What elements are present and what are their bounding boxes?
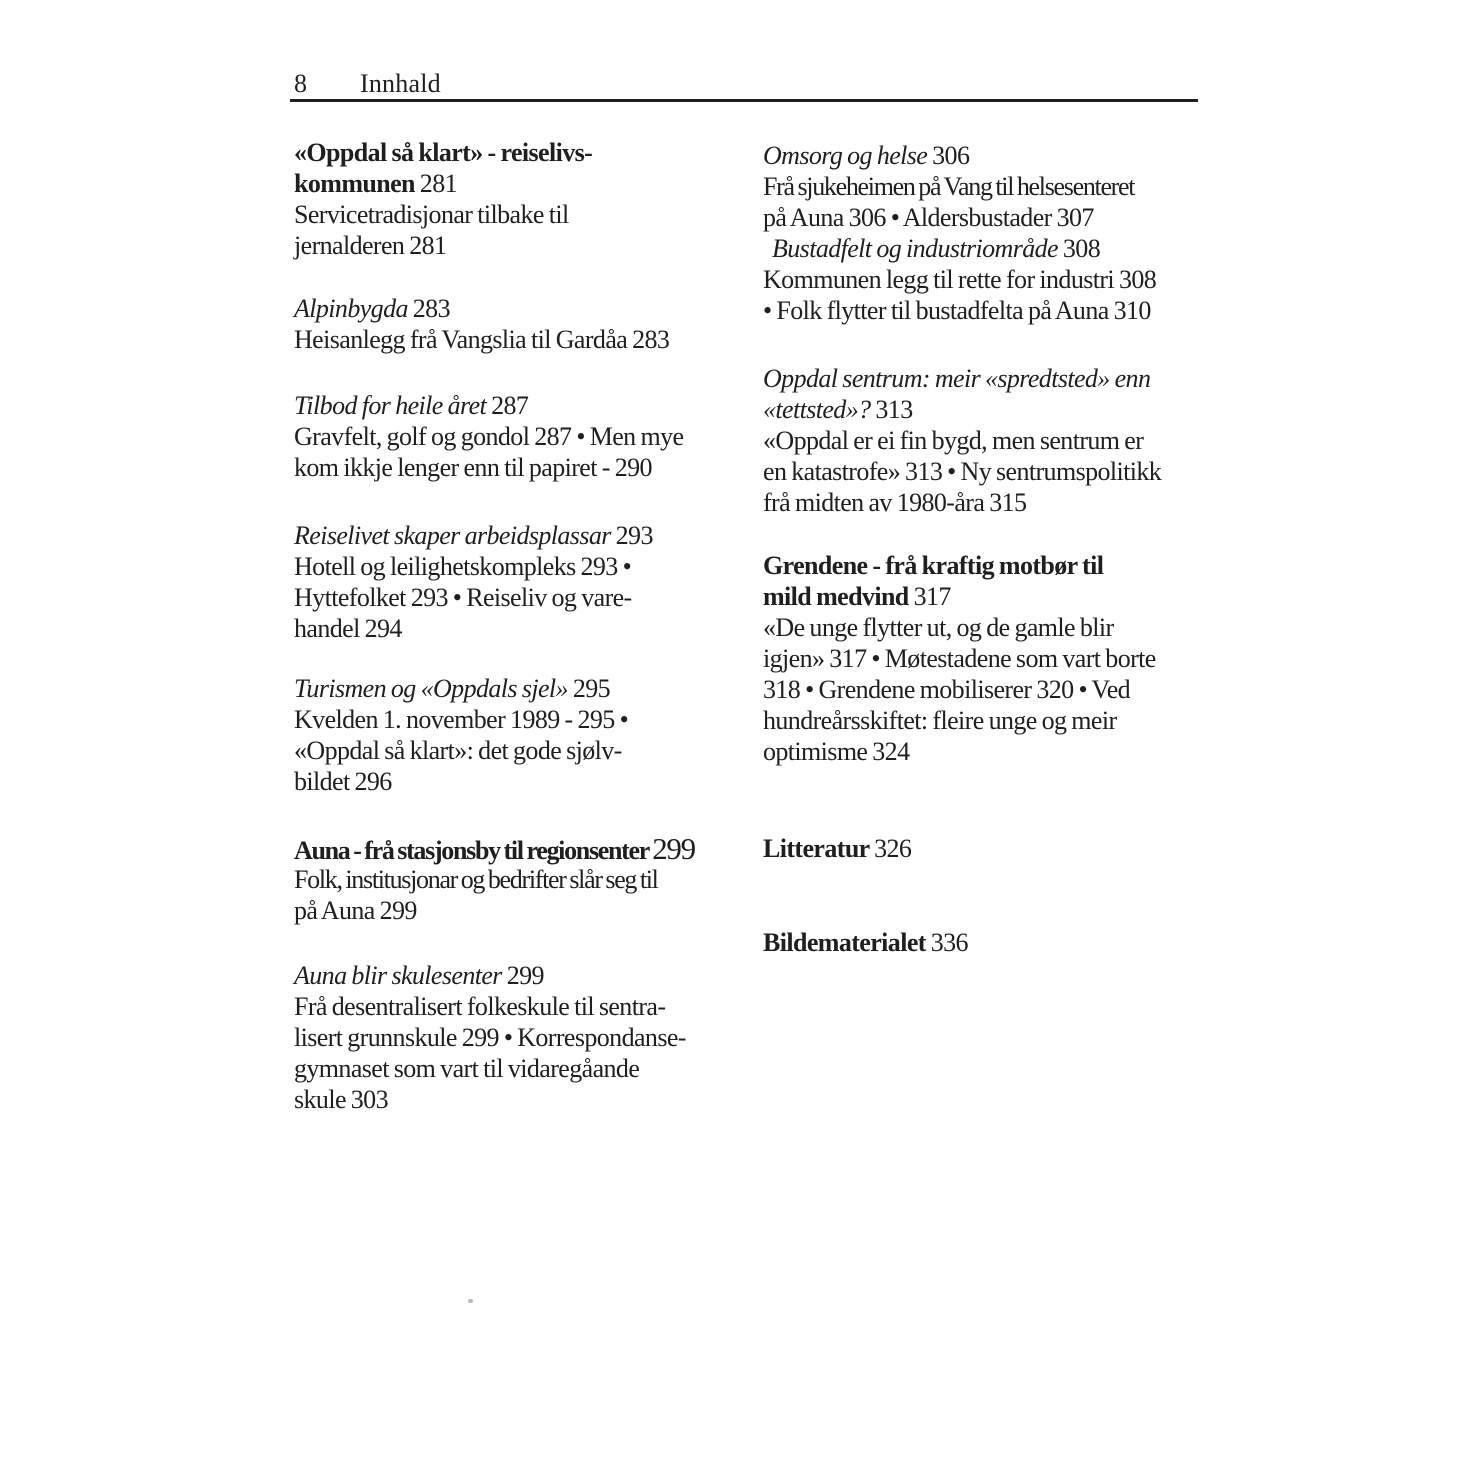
toc-line [294, 735, 749, 766]
running-head [294, 68, 441, 99]
toc-text: kommunen [294, 169, 420, 198]
toc-text: Heisanlegg frå Vangslia til Gardåa 283 [294, 325, 670, 354]
toc-page-number: 293 [615, 521, 653, 550]
toc-text: Oppdal sentrum: meir «spredtsted» enn [763, 364, 1151, 393]
toc-line [763, 487, 1223, 518]
toc-text: «De unge flytter ut, og de gamle blir [763, 613, 1114, 642]
toc-section-left-2 [294, 293, 749, 355]
toc-section-left-5 [294, 673, 749, 797]
scan-speck [468, 1299, 473, 1303]
toc-text: frå midten av 1980-åra 315 [763, 488, 1027, 517]
toc-text: optimisme 324 [763, 737, 910, 766]
toc-line [294, 766, 749, 797]
toc-text: Frå sjukeheimen på Vang til helsesenteret [763, 172, 1135, 201]
toc-section-right-1 [763, 140, 1223, 326]
toc-page-number: 308 [1062, 234, 1101, 263]
toc-section-left-7 [294, 960, 749, 1115]
toc-section-left-3 [294, 390, 749, 483]
toc-page-number: 326 [874, 834, 912, 863]
toc-line [294, 582, 749, 613]
header-title: Innhald [360, 69, 441, 98]
toc-line [294, 452, 749, 483]
toc-section-right-2 [763, 363, 1223, 518]
toc-line [294, 1084, 749, 1115]
toc-line [294, 390, 749, 421]
page-number: 8 [294, 69, 308, 98]
toc-line [763, 456, 1223, 487]
toc-text: Grendene - frå kraftig motbør til [763, 551, 1104, 580]
toc-text: igjen» 317 • Møtestadene som vart borte [763, 644, 1156, 673]
toc-text: «tettsted»? [763, 395, 876, 424]
toc-line [294, 520, 749, 551]
toc-text: Frå desentralisert folkeskule til sentra- [294, 992, 666, 1021]
toc-line [294, 991, 749, 1022]
toc-section-left-6 [294, 833, 749, 926]
toc-line [763, 833, 1223, 864]
toc-line [763, 705, 1223, 736]
toc-line [294, 1022, 749, 1053]
toc-text: gymnaset som vart til vidaregåande [294, 1054, 640, 1083]
toc-text: skule 303 [294, 1085, 388, 1114]
toc-section-left-1 [294, 137, 749, 261]
toc-line [763, 171, 1223, 202]
toc-line [294, 704, 749, 735]
toc-text: Tilbod for heile året [294, 391, 492, 420]
toc-text: Auna - frå stasjonsby til regionsenter [294, 836, 653, 865]
toc-page-number: 317 [913, 582, 951, 611]
toc-line [294, 199, 749, 230]
toc-text: 318 • Grendene mobiliserer 320 • Ved [763, 675, 1131, 704]
toc-text: bildet 296 [294, 767, 392, 796]
toc-line [294, 324, 749, 355]
toc-text: Bustadfelt og industriområde [772, 234, 1063, 263]
toc-line [763, 264, 1223, 295]
toc-line [763, 425, 1223, 456]
toc-line [294, 960, 749, 991]
toc-text: Auna blir skulesenter [294, 961, 507, 990]
toc-text: «Oppdal er ei fin bygd, men sentrum er [763, 426, 1144, 455]
toc-text: handel 294 [294, 614, 402, 643]
toc-text: • Folk flytter til bustadfelta på Auna 310 [763, 296, 1151, 325]
header-rule [290, 99, 1198, 102]
toc-text: Kvelden 1. november 1989 - 295 • [294, 705, 629, 734]
toc-text: på Auna 299 [294, 896, 417, 925]
toc-line [763, 736, 1223, 767]
toc-line [763, 612, 1223, 643]
toc-text: Servicetradisjonar tilbake til [294, 200, 569, 229]
toc-left-column [294, 131, 749, 1115]
toc-line [294, 673, 749, 704]
toc-page-number: 287 [491, 391, 529, 420]
toc-page-number: 295 [572, 674, 611, 703]
toc-text: Gravfelt, golf og gondol 287 • Men mye [294, 422, 684, 451]
toc-line [294, 421, 749, 452]
toc-text: Hotell og leilighetskompleks 293 • [294, 552, 632, 581]
toc-text: Litteratur [763, 834, 875, 863]
toc-text: Alpinbygda [294, 294, 413, 323]
toc-section-right-3 [763, 550, 1223, 767]
toc-line [294, 833, 749, 864]
toc-line [294, 168, 749, 199]
toc-line [294, 230, 749, 261]
toc-text: på Auna 306 • Aldersbustader 307 [763, 203, 1094, 232]
toc-section-left-4 [294, 520, 749, 644]
toc-line [294, 293, 749, 324]
toc-line [763, 581, 1223, 612]
toc-page-number: 299 [506, 961, 544, 990]
toc-line [763, 202, 1223, 233]
toc-text: Reiselivet skaper arbeidsplassar [294, 521, 616, 550]
toc-line [763, 550, 1223, 581]
toc-text: Kommunen legg til rette for industri 308 [763, 265, 1157, 294]
toc-line [294, 137, 749, 168]
toc-section-right-5 [763, 927, 1223, 958]
toc-page-number: 283 [412, 294, 450, 323]
toc-text: Folk, institusjonar og bedrifter slår seg til [294, 865, 658, 894]
toc-page-number: 299 [652, 831, 695, 866]
toc-text: mild medvind [763, 582, 914, 611]
toc-line [294, 551, 749, 582]
toc-text: jernalderen 281 [294, 231, 447, 260]
toc-right-column [763, 131, 1223, 958]
toc-line [763, 674, 1223, 705]
toc-line [763, 233, 1223, 264]
toc-text: Omsorg og helse [763, 141, 933, 170]
toc-text: hundreårsskiftet: fleire unge og meir [763, 706, 1117, 735]
toc-page-number: 336 [930, 928, 968, 957]
toc-text: Hyttefolket 293 • Reiseliv og vare- [294, 583, 632, 612]
toc-line [294, 864, 749, 895]
toc-line [294, 613, 749, 644]
toc-page-number: 306 [932, 141, 970, 170]
toc-text: «Oppdal så klart»: det gode sjølv- [294, 736, 622, 765]
toc-text: Turismen og «Oppdals sjel» [294, 674, 573, 703]
toc-page-number: 281 [419, 169, 457, 198]
toc-page-number: 313 [875, 395, 913, 424]
toc-text: «Oppdal så klart» - reiselivs- [294, 138, 593, 167]
toc-text: lisert grunnskule 299 • Korrespondanse- [294, 1023, 686, 1052]
toc-text: Bildematerialet [763, 928, 931, 957]
toc-line [763, 394, 1223, 425]
toc-line [763, 643, 1223, 674]
toc-line [294, 1053, 749, 1084]
toc-text: kom ikkje lenger enn til papiret - 290 [294, 453, 652, 482]
toc-line [763, 363, 1223, 394]
toc-text: en katastrofe» 313 • Ny sentrumspolitikk [763, 457, 1162, 486]
toc-line [763, 140, 1223, 171]
toc-line [294, 895, 749, 926]
toc-section-right-4 [763, 833, 1223, 864]
toc-line [763, 295, 1223, 326]
toc-line [763, 927, 1223, 958]
